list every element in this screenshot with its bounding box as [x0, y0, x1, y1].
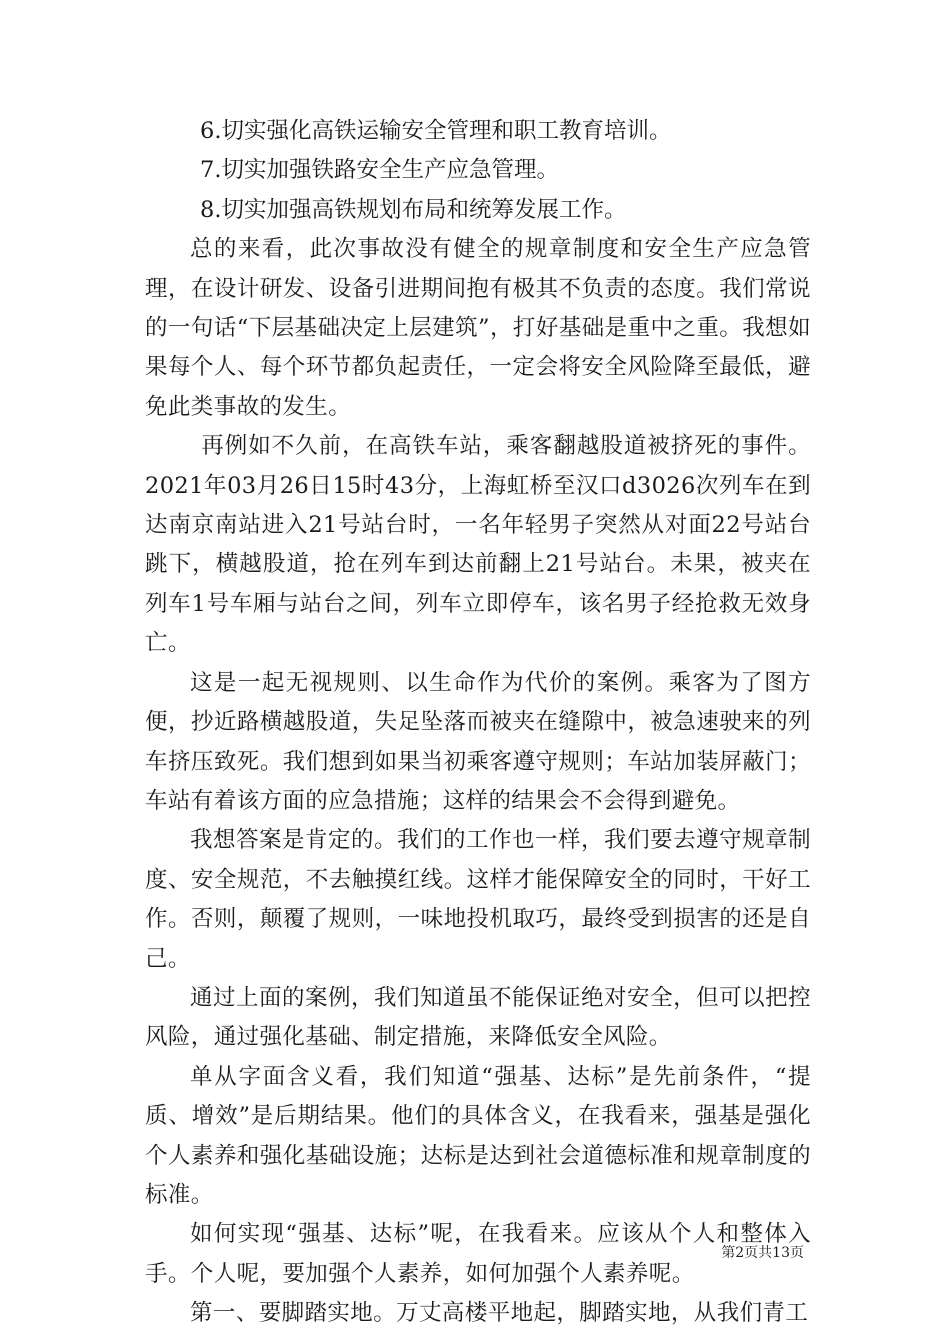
list-item: 8.切实加强高铁规划布局和统筹发展工作。 — [200, 196, 627, 223]
paragraph: 再例如不久前，在高铁车站，乘客翻越股道被挤死的事件。2021年03月26日15时43分，上海虹桥至汉口d3026次列车在到达南京南站进入21号站台时，一名年轻男子突然从对面22号站台跳下，横越股道，抢在列车到达前翻上21号站台。未果，被夹在列车1号车厢与站台之间，列车立即停车，该名男子经抢救无效身亡。 — [145, 433, 811, 657]
paragraph: 通过上面的案例，我们知道虽不能保证绝对安全，但可以把控风险，通过强化基础、制定措施，来降低安全风险。 — [145, 984, 811, 1051]
paragraph: 第一、要脚踏实地。万丈高楼平地起，脚踏实地，从我们青工 — [190, 1300, 809, 1327]
list-item: 7.切实加强铁路安全生产应急管理。 — [200, 157, 559, 184]
paragraph: 这是一起无视规则、以生命作为代价的案例。乘客为了图方便，抄近路横越股道，失足坠落而被夹在缝隙中，被急速驶来的列车挤压致死。我们想到如果当初乘客遵守规则；车站加装屏蔽门；车站有着该方面的应急措施；这样的结果会不会得到避免。 — [145, 669, 811, 814]
paragraph: 我想答案是肯定的。我们的工作也一样，我们要去遵守规章制度、安全规范，不去触摸红线。这样才能保障安全的同时，干好工作。否则，颠覆了规则，一味地投机取巧，最终受到损害的还是自己。 — [145, 827, 811, 972]
paragraph: 单从字面含义看，我们知道“强基、达标”是先前条件，“提质、增效”是后期结果。他们的具体含义，在我看来，强基是强化个人素养和强化基础设施；达标是达到社会道德标准和规章制度的标准。 — [145, 1063, 811, 1208]
page-number: 第2页共13页 — [721, 1245, 804, 1261]
list-item: 6.切实强化高铁运输安全管理和职工教育培训。 — [200, 118, 672, 144]
paragraph: 如何实现“强基、达标”呢，在我看来。应该从个人和整体入手。个人呢，要加强个人素养，如何加强个人素养呢。 — [145, 1221, 811, 1287]
paragraph: 总的来看，此次事故没有健全的规章制度和安全生产应急管理，在设计研发、设备引进期间抱有极其不负责的态度。我们常说的一句话“下层基础决定上层建筑”，打好基础是重中之重。我想如果每个人、每个环节都负起责任，一定会将安全风险降至最低，避免此类事故的发生。 — [145, 236, 811, 420]
document-body — [145, 112, 811, 1334]
